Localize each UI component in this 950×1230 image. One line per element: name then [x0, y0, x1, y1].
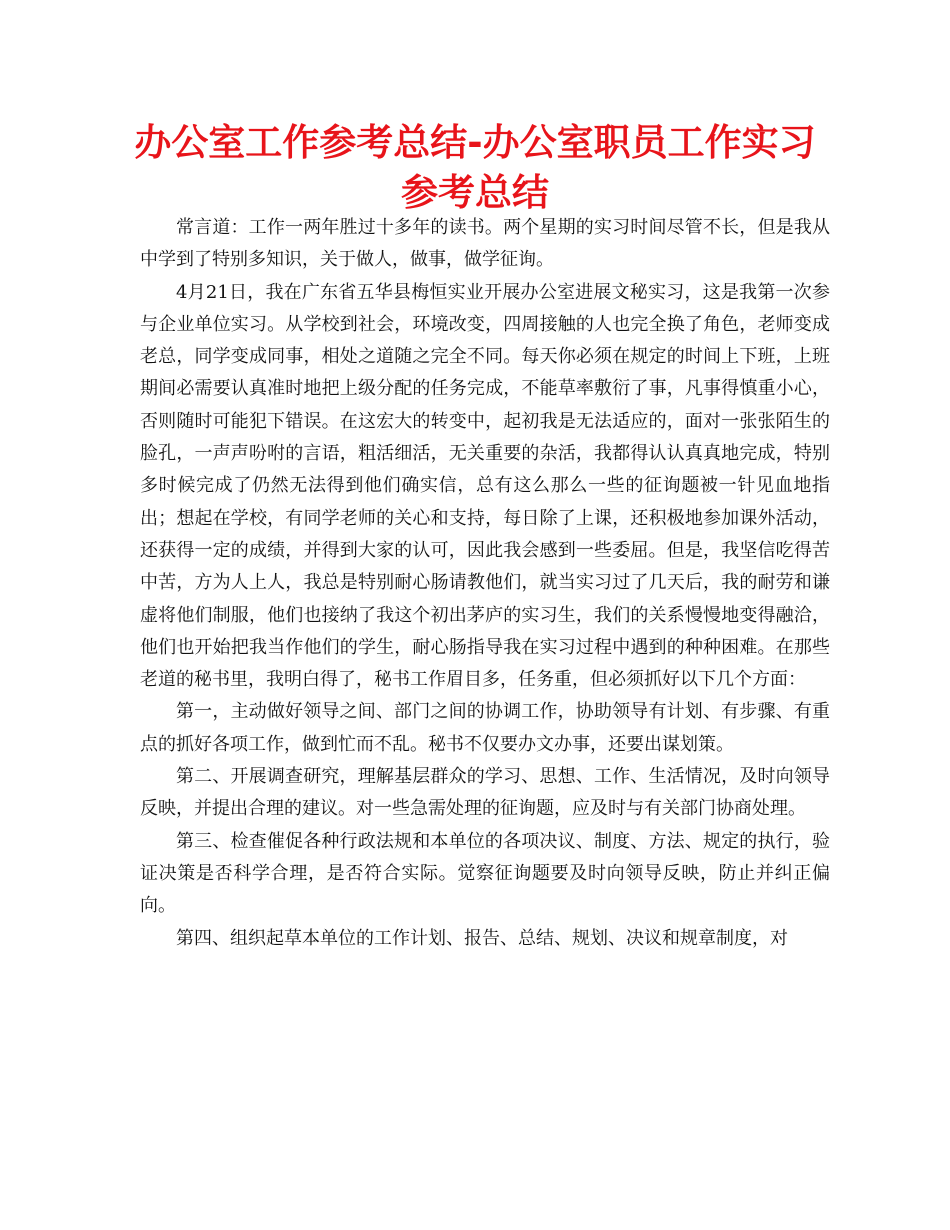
paragraph: 4月21日，我在广东省五华县梅恒实业开展办公室进展文秘实习，这是我第一次参与企业单位实习。从学校到社会，环境改变，四周接触的人也完全换了角色，老师变成老总，同学变成同事，相处之道随之完全不同。每天你必须在规定的时间上下班，上班期间必需要认真准时地把上级分配的任务完成，不能草率敷衍了事，凡事得慎重小心，否则随时可能犯下错误。在这宏大的转变中，起初我是无法适应的，面对一张张陌生的脸孔，一声声吩咐的言语，粗活细活，无关重要的杂活，我都得认认真真地完成，特别多时候完成了仍然无法得到他们确实信，总有这么那么一些的征询题被一针见血地指出；想起在学校，有同学老师的关心和支持，每日除了上课，还积极地参加课外活动，还获得一定的成绩，并得到大家的认可，因此我会感到一些委屈。但是，我坚信吃得苦中苦，方为人上人，我总是特别耐心肠请教他们，就当实习过了几天后，我的耐劳和谦虚将他们制服，他们也接纳了我这个初出茅庐的实习生，我们的关系慢慢地变得融洽，他们也开始把我当作他们的学生，耐心肠指导我在实习过程中遇到的种种困难。在那些老道的秘书里，我明白得了，秘书工作眉目多，任务重，但必须抓好以下几个方面： — [140, 281, 830, 691]
paragraph: 第二、开展调查研究，理解基层群众的学习、思想、工作、生活情况，及时向领导反映，并提出合理的建议。对一些急需处理的征询题，应及时与有关部门协商处理。 — [140, 766, 830, 820]
paragraph: 第三、检查催促各种行政法规和本单位的各项决议、制度、方法、规定的执行，验证决策是否科学合理，是否符合实际。觉察征询题要及时向领导反映，防止并纠正偏向。 — [140, 830, 830, 917]
document-body — [140, 212, 830, 955]
paragraph: 第四、组织起草本单位的工作计划、报告、总结、规划、决议和规章制度，对 — [176, 927, 788, 949]
paragraph: 常言道：工作一两年胜过十多年的读书。两个星期的实习时间尽管不长，但是我从中学到了特别多知识，关于做人，做事，做学征询。 — [140, 217, 830, 271]
paragraph: 第一，主动做好领导之间、部门之间的协调工作，协助领导有计划、有步骤、有重点的抓好各项工作，做到忙而不乱。秘书不仅要办文办事，还要出谋划策。 — [140, 701, 830, 755]
document-title: 办公室工作参考总结-办公室职员工作实习参考总结 — [134, 121, 816, 214]
